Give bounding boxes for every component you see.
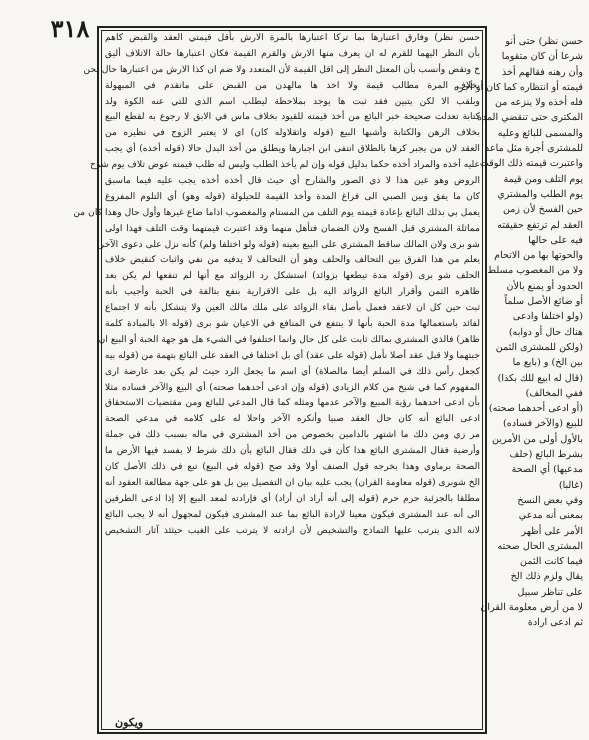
margin-text-line: العقد لم ترتفع حقيقته — [497, 219, 583, 231]
main-text-line: حسن نظر) وفارق اعتبارها بما تركا اعتبارها بالمرة الارش بأقل قيمتي العقد والقبض كاهم — [105, 32, 480, 43]
margin-text-line: (قال له ابيع للك بكذا) — [497, 372, 583, 384]
main-text-line: مماثلة المشتري قبل الفسخ ولان الضمان فتأهل منهما وقد اعتبرت قيمتهما وقت التلف فهذا اولى — [105, 222, 480, 234]
main-text-line: بأن النظر اليهما للقرم له ان يعرف منها الارش والقرم القيمة فكان اعتبارها حالة الاتلاف أليق — [105, 47, 480, 59]
main-text-line: شو برى ولان المالك ساقط المشتري على البيع بعينه (قوله ولو اختلفا ولم) كأنه نزل على دعوى الآخر — [99, 238, 480, 250]
margin-text-line: للمشترى أجرة مثل ماعد — [484, 143, 583, 155]
margin-text-line: (ولو اختلفا وادعى — [512, 311, 583, 323]
main-text-line: جبتهما ولا قبل عقد أصلا نأمل (قوله على عقد) أي بل اختلفا في العقد على البائع بتهمة من (قوله بيه — [104, 349, 480, 361]
margin-text-line: قيمته أو انتظاره كما كان أو أجره — [453, 81, 583, 93]
margin-text-line: يقال ولزم ذلك الخ — [510, 571, 583, 583]
margin-text-line: يوم التلف ومن قيمة — [503, 173, 583, 185]
margin-text-line: بين الخ) و (بايع ما — [512, 357, 583, 369]
page-number: ٣١٨ — [50, 14, 90, 43]
margin-text-line: (غالبا) — [558, 479, 583, 491]
margin-text-line: يوم الطلب والمشتري — [497, 188, 583, 200]
main-text-line: ادعى البائع أنه كان حال العقد صبيا وأنكره الآخر واحلا له على كلامه في مدعي الصحة — [105, 413, 480, 425]
margin-text-line: شرعا أن كان متقوما — [501, 51, 583, 63]
main-text-line: يعمل بي بذلك البائع بإعادة قيمته يوم التلف من المستام والمغصوب اذاما ضاع غيرها وأول حال وهذا كان من — [73, 206, 480, 218]
margin-text-line: المشترى الحال صحته — [497, 540, 583, 552]
main-text-line: الحلف شو برى (قوله مدة تيطعها بزوائد) استشكل رد الزوائد مع أنها لم تنفعها لم يكن بعد — [105, 270, 480, 282]
margin-text-line: والمسمى للبائع وعليه — [497, 127, 583, 139]
main-text-line: لانه الذي يترتب عليها التماذج والتشخيص لأن ارادته لا يترتب على الغيب حيثئذ آثار التشخيص — [105, 524, 480, 536]
margin-text-line: وفي بعض النسخ — [517, 494, 583, 506]
margin-text-line: الحدود أو يمنع بالأن — [506, 280, 583, 292]
margin-text-line: (ولكن للمشترى الثمن — [495, 341, 583, 353]
main-text-line: بأن ادعى احدهما رؤية المبيع والآخر عدمها ومثله كما قال المدعي للبائع ومن مقتضيات الاستحقاق — [105, 397, 480, 409]
margin-text-line: للبيع (والآخر فساده) — [503, 418, 583, 430]
margin-text-line: مدعيها) أي الصحة — [511, 464, 583, 476]
main-text-line: وأرضية فقال المشتري البائع هذا كأن في ذلك فقال البائع بأن ذلك شرط لا يفسد فيها الأرض ما — [105, 445, 480, 457]
margin-text-line: وأن رهنه فقالهم أخذ — [502, 66, 583, 78]
catchword: ويكون — [115, 716, 144, 729]
margin-text-line: هناك حال أو دوابه) — [508, 326, 583, 338]
margin-text-line: حين الفسخ لأن زمن — [502, 204, 583, 216]
main-text-line: العقد لان من يجبر كرها بالطلاق انتفى ابن اجبارها ويطلق من أخذ البدل حالا (قوله أخذه) أي يجب — [105, 143, 480, 155]
margin-text-line: واعتبرت قيمته ذلك الوقت — [479, 158, 583, 170]
main-text-line: كجعل رأس ذلك في السلم أيضا مالصلاة) أي اسم ما يجعل الرد حيث لم يكن بعد عارضة ارى — [105, 365, 480, 377]
margin-text-line: أو ضائع الأصل سلماً — [504, 296, 583, 308]
margin-commentary-block — [453, 34, 583, 631]
margin-text-line: فيه على حالها — [528, 234, 583, 246]
margin-text-line: حسن نظر) حتى أنو — [505, 36, 583, 47]
margin-text-line: بمعنى أنه مدعي — [518, 510, 583, 522]
margin-text-line: بالأول أولى من الأمرين — [491, 433, 583, 445]
margin-text-line: فيما كانت الثمن — [520, 556, 583, 568]
main-text-line: الصحة برماوي وهذا يخرجه قول الصنف أولا وقد صح (قوله في البيع) تبع في ذلك الأصل كان — [105, 461, 480, 473]
main-text-line: لفائد باستعمالها مدة الحبة بأنها لا ينتفع في المنافع في الاعيان شو برى (قوله الا بالمبادة كلمة — [105, 318, 480, 330]
margin-text-line: والحوتها بها من الاتحام — [494, 250, 583, 262]
margin-text-line: المكترى حتى تنقضي المدة — [476, 112, 583, 124]
margin-text-line: فله أخذه ولا ينزعه من — [494, 97, 583, 109]
margin-text-line: الأمر على أظهر — [521, 525, 583, 537]
margin-text-line: ثم ادعى ارادة — [527, 617, 583, 629]
main-text-line: يعلم من هذا الفرق بين التحالف والحلف وهو أن التحالف لا يدفيه من نفي واثبات كنقيض خلاف — [105, 254, 480, 266]
margin-text-line: ولا من المغصوب مسلط — [487, 265, 583, 277]
main-text-line: المفهوم كما في شيخ من كلام الزيادي (قوله وإن ادعى أحدهما صحته) أي البيع والآخر فساده مثلا — [105, 381, 480, 393]
margin-text-line: (أو ادعى أحدهما صحته) — [488, 403, 583, 415]
margin-text-line: بشرط البائع (حلف — [509, 449, 583, 461]
main-text-line: ثبت حين كل ان لاعقد فعمل بأصل بقاء الزوائد على ملك مالك العين ولا يتشكل بأنه لا اجتماع — [105, 302, 480, 314]
main-text-block — [73, 30, 480, 539]
main-text-line: وبلقب الا لكن يتبين فقد ثبت ها يوجد بملاحظة ليطلب اسم الذي للتي عنه الكوة ولد — [105, 95, 480, 107]
main-text-line: مر زي ومن ذلك ما اشتهر بالدامين بخصوص من أخذ المشتري في ماله بسبب ذلك في جملة — [105, 429, 480, 441]
main-text-line: بخلاف المرة مطالب قيمة ولا اخذ ها مالهدن من القبض على ماتقدم في المبهولة — [105, 79, 480, 91]
main-text-line: كان ما يفق وبين الصبي الى فراغ المدة وأخذ القيمة للحيلولة (قوله وهو) أي التلوم المفروغ — [105, 190, 480, 202]
main-text-line: الخ شوبرى (قوله معاومة القران) يجب عليه بيان ان التفصيل بين بل هو على جهة مطالعة العقود أنه — [105, 476, 480, 488]
main-text-line: الى أنه عند المشترى فيكون معينا لارادة البائع بما عند المشترى فيكون لمجهول أنه لا يجب البائع — [105, 508, 480, 520]
margin-text-line: على تناظر سبيل — [517, 586, 583, 598]
main-text-line: ظاهر) فالذي المشتري بمالك ثابت على كل حال وانما اختلفوا في الشيء هل هو جهة الحبة أو البيع ان — [98, 333, 480, 345]
main-text-line: بخلاف الرهن والكتابة وأشبها البيع (قوله واتقلاوله كان) اي لا يعتبر الزوج في نظيره من — [105, 127, 480, 139]
main-text-line: الروض وهو عين هذا لا ذي الصور والشارح أي حيث قال أخذه أخذه يجب عليه فيما ماسبق — [105, 175, 480, 187]
main-text-line: كتابة تعدلت صحيحة خبر البائع من أخذ قيمته للقيود بخلاف ماس في الابق لا رجوع به لقطع البيع — [105, 111, 480, 123]
main-text-line: ظاهره الثمن وأقرار البائع الزوائد اليه بل على الاقرارية بنفع بتالفة في الحبة وأجيب بأنه — [105, 286, 480, 298]
main-text-line: خ وتقض وأنسب بأن المعتل النظر إلى اقل القيمة لأن المتعدد ولا ضم ان كذا الارش من اعتبارها حال نحن — [83, 63, 480, 75]
main-text-line: مطلقا بالجزئية حرم حرم (قوله إلى أنه أراد ان أراد) أي فإرادته لمعد البيع إلا إذا ادعى الطرفين — [105, 492, 480, 504]
margin-text-line: لا من أرض معلومة القران — [480, 601, 583, 613]
main-text-line: عليه أخذه والمراد أخذه حكما بدليل قوله وإن لم يأخذ الطلب وليس له طلب قيمته عوض تلاف يوم شرح — [89, 159, 480, 171]
margin-text-line: ففي المخالف) — [525, 387, 583, 399]
